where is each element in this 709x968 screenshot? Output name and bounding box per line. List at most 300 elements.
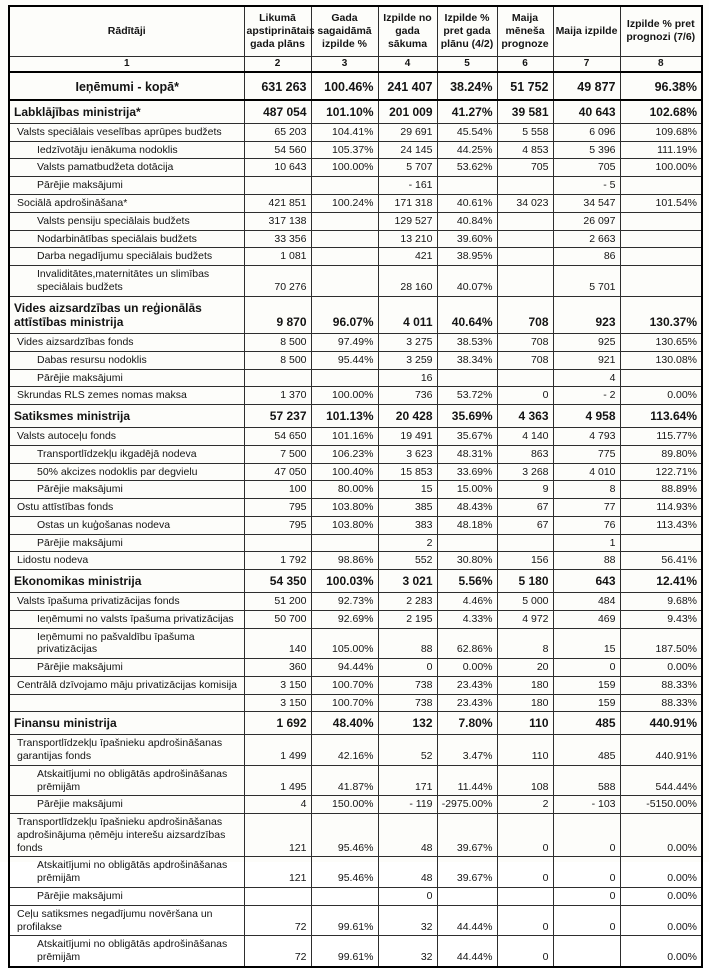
budget-table <box>8 5 703 968</box>
row-value: 111.19% <box>620 141 702 159</box>
row-value: 705 <box>497 159 553 177</box>
row-label: Iedzīvotāju ienākuma nodoklis <box>9 141 244 159</box>
row-label: Pārējie maksājumi <box>9 481 244 499</box>
row-label: Ostas un kuģošanas nodeva <box>9 516 244 534</box>
row-label: Ceļu satiksmes negadījumu novēršana un profilakse <box>9 905 244 936</box>
table-row <box>9 369 702 387</box>
row-value: 88.33% <box>620 694 702 712</box>
row-value: -2975.00% <box>437 796 497 814</box>
row-value: 24 145 <box>378 141 437 159</box>
row-value: 241 407 <box>378 72 437 100</box>
row-value <box>244 534 311 552</box>
row-value: 0 <box>497 857 553 888</box>
row-value: 4 <box>553 369 620 387</box>
row-value <box>244 369 311 387</box>
table-row <box>9 676 702 694</box>
row-value: 440.91% <box>620 712 702 735</box>
row-label: Invaliditātes,maternitātes un slimības speciālais budžets <box>9 266 244 297</box>
row-value: 113.43% <box>620 516 702 534</box>
row-value: 544.44% <box>620 765 702 796</box>
row-value: 4 793 <box>553 427 620 445</box>
row-value: 4 011 <box>378 296 437 333</box>
row-value: 0 <box>553 857 620 888</box>
row-value: 39.67% <box>437 814 497 857</box>
row-value: 38.24% <box>437 72 497 100</box>
row-value: 56.41% <box>620 552 702 570</box>
row-value: 9 870 <box>244 296 311 333</box>
row-label: Atskaitījumi no obligātās apdrošināšanas prēmijām <box>9 857 244 888</box>
row-value: 62.86% <box>437 628 497 659</box>
row-value: 51 752 <box>497 72 553 100</box>
row-value <box>244 177 311 195</box>
row-value: 4 853 <box>497 141 553 159</box>
row-value: 588 <box>553 765 620 796</box>
col-number-5: 5 <box>437 56 497 72</box>
row-value: 159 <box>553 676 620 694</box>
row-value: 76 <box>553 516 620 534</box>
row-value: 0.00% <box>620 814 702 857</box>
row-value: 3 150 <box>244 694 311 712</box>
row-value: 53.72% <box>437 387 497 405</box>
col-header-maija-prognoze: Maija mēneša prognoze <box>497 6 553 56</box>
row-value: 360 <box>244 659 311 677</box>
row-value <box>497 534 553 552</box>
row-value: 49 877 <box>553 72 620 100</box>
row-value: 92.69% <box>311 610 378 628</box>
row-value: 130.37% <box>620 296 702 333</box>
row-value: - 5 <box>553 177 620 195</box>
row-value: 99.61% <box>311 936 378 967</box>
table-row <box>9 552 702 570</box>
row-value: 705 <box>553 159 620 177</box>
row-label: Vides aizsardzības fonds <box>9 334 244 352</box>
table-row <box>9 796 702 814</box>
row-value: 41.27% <box>437 100 497 123</box>
table-row <box>9 481 702 499</box>
row-value: 6 096 <box>553 123 620 141</box>
row-value: 4 140 <box>497 427 553 445</box>
row-value: 2 <box>497 796 553 814</box>
row-value: 2 195 <box>378 610 437 628</box>
row-value: 19 491 <box>378 427 437 445</box>
row-value: 20 <box>497 659 553 677</box>
row-value: 29 691 <box>378 123 437 141</box>
row-value: 5 180 <box>497 570 553 593</box>
row-value: 101.10% <box>311 100 378 123</box>
row-value: 23.43% <box>437 676 497 694</box>
row-value <box>497 177 553 195</box>
row-value: 0.00% <box>620 659 702 677</box>
row-value: 2 283 <box>378 592 437 610</box>
row-value <box>437 177 497 195</box>
row-value: 100.40% <box>311 463 378 481</box>
row-value: 52 <box>378 735 437 766</box>
column-number-row <box>9 56 702 72</box>
row-value: 0 <box>497 905 553 936</box>
row-value: 10 643 <box>244 159 311 177</box>
table-row <box>9 888 702 906</box>
row-label: Sociālā apdrošināšana* <box>9 195 244 213</box>
row-value <box>311 248 378 266</box>
row-value <box>311 212 378 230</box>
row-value: 13 210 <box>378 230 437 248</box>
row-value: 4 010 <box>553 463 620 481</box>
row-value: 3 268 <box>497 463 553 481</box>
row-value: 2 663 <box>553 230 620 248</box>
row-value <box>244 888 311 906</box>
row-label: Atskaitījumi no obligātās apdrošināšanas prēmijām <box>9 765 244 796</box>
row-value: 11.44% <box>437 765 497 796</box>
row-value: 8 500 <box>244 351 311 369</box>
row-label: Transportlīdzekļu īpašnieku apdrošināšanas garantijas fonds <box>9 735 244 766</box>
row-value: 23.43% <box>437 694 497 712</box>
row-value: 95.44% <box>311 351 378 369</box>
row-value: 8 <box>553 481 620 499</box>
header-row <box>9 6 702 56</box>
row-value: 48.43% <box>437 499 497 517</box>
row-value: 100.03% <box>311 570 378 593</box>
row-value: 38.34% <box>437 351 497 369</box>
row-value: 48 <box>378 814 437 857</box>
row-value <box>497 212 553 230</box>
row-label: Pārējie maksājumi <box>9 796 244 814</box>
row-value: 35.67% <box>437 427 497 445</box>
row-value: 88.33% <box>620 676 702 694</box>
col-number-3: 3 <box>311 56 378 72</box>
row-value: 39 581 <box>497 100 553 123</box>
row-value: 54 350 <box>244 570 311 593</box>
row-value: 156 <box>497 552 553 570</box>
row-value: 0 <box>497 814 553 857</box>
table-row <box>9 296 702 333</box>
row-value: 106.23% <box>311 445 378 463</box>
row-value: 552 <box>378 552 437 570</box>
row-value: 863 <box>497 445 553 463</box>
row-value: 103.80% <box>311 516 378 534</box>
row-value: 129 527 <box>378 212 437 230</box>
row-value: 0.00% <box>437 659 497 677</box>
row-value: 44.44% <box>437 905 497 936</box>
row-value: 101.16% <box>311 427 378 445</box>
row-value <box>311 534 378 552</box>
row-value: 110 <box>497 735 553 766</box>
row-value: 3 150 <box>244 676 311 694</box>
col-number-6: 6 <box>497 56 553 72</box>
row-value: 5 396 <box>553 141 620 159</box>
row-value: 795 <box>244 499 311 517</box>
table-row <box>9 230 702 248</box>
row-value: 15 <box>378 481 437 499</box>
row-value <box>311 230 378 248</box>
row-value: 88.89% <box>620 481 702 499</box>
row-label: Finansu ministrija <box>9 712 244 735</box>
row-value <box>620 266 702 297</box>
row-value: 140 <box>244 628 311 659</box>
row-value: 67 <box>497 499 553 517</box>
row-value: 421 851 <box>244 195 311 213</box>
row-value: 201 009 <box>378 100 437 123</box>
table-row <box>9 516 702 534</box>
table-row <box>9 765 702 796</box>
col-header-sagaidama-izpilde: Gada sagaidāmā izpilde % <box>311 6 378 56</box>
row-value: 45.54% <box>437 123 497 141</box>
row-value: 86 <box>553 248 620 266</box>
row-value <box>311 177 378 195</box>
table-row <box>9 427 702 445</box>
row-value: 38.95% <box>437 248 497 266</box>
row-value: 4 972 <box>497 610 553 628</box>
row-value: 40.07% <box>437 266 497 297</box>
row-value: 48.40% <box>311 712 378 735</box>
row-label: Nodarbinātības speciālais budžets <box>9 230 244 248</box>
row-value: 150.00% <box>311 796 378 814</box>
row-value: 708 <box>497 296 553 333</box>
row-value: 0.00% <box>620 905 702 936</box>
table-row <box>9 463 702 481</box>
row-value: 100.24% <box>311 195 378 213</box>
row-value: 121 <box>244 814 311 857</box>
row-value: 33.69% <box>437 463 497 481</box>
row-value: 110 <box>497 712 553 735</box>
row-value: 1 692 <box>244 712 311 735</box>
col-number-7: 7 <box>553 56 620 72</box>
row-value: - 2 <box>553 387 620 405</box>
row-value <box>620 230 702 248</box>
table-row <box>9 141 702 159</box>
row-value: 5 701 <box>553 266 620 297</box>
row-value: 115.77% <box>620 427 702 445</box>
row-label: Transportlīdzekļu īpašnieku apdrošināšanas apdrošinājuma ņēmēju interešu aizsardzības fonds <box>9 814 244 857</box>
row-value: 738 <box>378 676 437 694</box>
row-value: 1 370 <box>244 387 311 405</box>
row-value: 41.87% <box>311 765 378 796</box>
row-value: 421 <box>378 248 437 266</box>
row-value: 4 <box>244 796 311 814</box>
table-row <box>9 445 702 463</box>
row-value: 51 200 <box>244 592 311 610</box>
row-value: 33 356 <box>244 230 311 248</box>
row-value: 3 021 <box>378 570 437 593</box>
row-value: 30.80% <box>437 552 497 570</box>
row-value: 0 <box>378 659 437 677</box>
table-row <box>9 499 702 517</box>
row-value: 485 <box>553 712 620 735</box>
row-value: 383 <box>378 516 437 534</box>
row-label: Valsts pamatbudžeta dotācija <box>9 159 244 177</box>
col-header-izpilde-pret-prognozi: Izpilde % pret prognozi (7/6) <box>620 6 702 56</box>
table-row <box>9 659 702 677</box>
row-value: 631 263 <box>244 72 311 100</box>
row-value: 113.64% <box>620 405 702 428</box>
col-number-1: 1 <box>9 56 244 72</box>
row-value: 159 <box>553 694 620 712</box>
row-value: 100.70% <box>311 676 378 694</box>
row-value: 40.61% <box>437 195 497 213</box>
table-row <box>9 534 702 552</box>
row-value: 89.80% <box>620 445 702 463</box>
row-label: Pārējie maksājumi <box>9 888 244 906</box>
row-value: 48 <box>378 857 437 888</box>
row-value <box>620 534 702 552</box>
row-value: 32 <box>378 905 437 936</box>
table-body <box>9 72 702 967</box>
row-value <box>311 266 378 297</box>
row-value: 92.73% <box>311 592 378 610</box>
row-value: 9.43% <box>620 610 702 628</box>
row-value: 0.00% <box>620 857 702 888</box>
row-value: 72 <box>244 905 311 936</box>
row-value: 40.64% <box>437 296 497 333</box>
row-value: 469 <box>553 610 620 628</box>
row-value: 108 <box>497 765 553 796</box>
row-label: Ieņēmumi no pašvaldību īpašuma privatizācijas <box>9 628 244 659</box>
row-value <box>497 230 553 248</box>
row-value: 0.00% <box>620 387 702 405</box>
row-value <box>437 888 497 906</box>
row-value: 5.56% <box>437 570 497 593</box>
row-value: 104.41% <box>311 123 378 141</box>
col-header-izpilde-no-gada-sakuma: Izpilde no gada sākuma <box>378 6 437 56</box>
row-value: 0 <box>497 936 553 967</box>
row-label: Pārējie maksājumi <box>9 534 244 552</box>
row-value: 100.00% <box>311 387 378 405</box>
table-row <box>9 405 702 428</box>
row-value: 4.33% <box>437 610 497 628</box>
row-label: Dabas resursu nodoklis <box>9 351 244 369</box>
row-value: 0 <box>553 814 620 857</box>
row-value: 95.46% <box>311 857 378 888</box>
row-label: Ekonomikas ministrija <box>9 570 244 593</box>
row-value: - 103 <box>553 796 620 814</box>
row-value: 88 <box>378 628 437 659</box>
row-value: 70 276 <box>244 266 311 297</box>
row-value: 180 <box>497 694 553 712</box>
row-value: 643 <box>553 570 620 593</box>
row-value: 7 500 <box>244 445 311 463</box>
row-value: 101.13% <box>311 405 378 428</box>
row-value: 3.47% <box>437 735 497 766</box>
row-value <box>553 936 620 967</box>
row-value: 122.71% <box>620 463 702 481</box>
row-label: Ieņēmumi no valsts īpašuma privatizācijas <box>9 610 244 628</box>
row-value: 39.67% <box>437 857 497 888</box>
row-value: 5 558 <box>497 123 553 141</box>
row-value: 738 <box>378 694 437 712</box>
row-value <box>620 248 702 266</box>
row-value: 0 <box>497 387 553 405</box>
row-label: Valsts īpašuma privatizācijas fonds <box>9 592 244 610</box>
row-value: 3 623 <box>378 445 437 463</box>
row-value: 35.69% <box>437 405 497 428</box>
row-value: - 161 <box>378 177 437 195</box>
row-value: 99.61% <box>311 905 378 936</box>
row-label <box>9 694 244 712</box>
table-row <box>9 712 702 735</box>
table-row <box>9 334 702 352</box>
row-value: 105.00% <box>311 628 378 659</box>
row-value: 0 <box>553 888 620 906</box>
table-row <box>9 212 702 230</box>
row-value: 101.54% <box>620 195 702 213</box>
row-value: 39.60% <box>437 230 497 248</box>
row-value: 96.38% <box>620 72 702 100</box>
row-value: 54 560 <box>244 141 311 159</box>
row-value: 40.84% <box>437 212 497 230</box>
table-row <box>9 387 702 405</box>
row-value: 132 <box>378 712 437 735</box>
row-value: 103.80% <box>311 499 378 517</box>
row-value: 0 <box>378 888 437 906</box>
col-header-izpilde-pret-planu: Izpilde % pret gada plānu (4/2) <box>437 6 497 56</box>
table-row <box>9 177 702 195</box>
row-value: 38.53% <box>437 334 497 352</box>
table-row <box>9 735 702 766</box>
row-value: 2 <box>378 534 437 552</box>
row-value: 4 363 <box>497 405 553 428</box>
row-value: 1 081 <box>244 248 311 266</box>
row-label: Centrālā dzīvojamo māju privatizācijas komisija <box>9 676 244 694</box>
row-value <box>497 369 553 387</box>
row-value: 485 <box>553 735 620 766</box>
row-label: Satiksmes ministrija <box>9 405 244 428</box>
row-value: 42.16% <box>311 735 378 766</box>
row-value: 5 707 <box>378 159 437 177</box>
row-label: Pārējie maksājumi <box>9 177 244 195</box>
row-value: 109.68% <box>620 123 702 141</box>
row-value: 77 <box>553 499 620 517</box>
row-value: - 119 <box>378 796 437 814</box>
row-value: 48.31% <box>437 445 497 463</box>
row-value: 72 <box>244 936 311 967</box>
row-value: 15 <box>553 628 620 659</box>
table-row <box>9 570 702 593</box>
table-row <box>9 266 702 297</box>
row-value: 385 <box>378 499 437 517</box>
row-value <box>311 888 378 906</box>
row-value: 4.46% <box>437 592 497 610</box>
row-value: 3 259 <box>378 351 437 369</box>
row-value: 484 <box>553 592 620 610</box>
row-value <box>437 534 497 552</box>
row-label: 50% akcizes nodoklis par degvielu <box>9 463 244 481</box>
row-value: 100 <box>244 481 311 499</box>
row-value: 1 499 <box>244 735 311 766</box>
row-value: 187.50% <box>620 628 702 659</box>
table-row <box>9 936 702 967</box>
row-value: 121 <box>244 857 311 888</box>
row-value: 4 958 <box>553 405 620 428</box>
row-value: 28 160 <box>378 266 437 297</box>
col-header-maija-izpilde: Maija izpilde <box>553 6 620 56</box>
row-value: 47 050 <box>244 463 311 481</box>
row-value: 67 <box>497 516 553 534</box>
row-value: 44.44% <box>437 936 497 967</box>
row-value: 16 <box>378 369 437 387</box>
row-value: 95.46% <box>311 814 378 857</box>
row-value: 923 <box>553 296 620 333</box>
row-value: 1 792 <box>244 552 311 570</box>
row-value: 15 853 <box>378 463 437 481</box>
row-value: 102.68% <box>620 100 702 123</box>
row-label: Valsts pensiju speciālais budžets <box>9 212 244 230</box>
row-value: 32 <box>378 936 437 967</box>
table-row <box>9 159 702 177</box>
row-value: 171 <box>378 765 437 796</box>
row-value: 708 <box>497 351 553 369</box>
row-label: Labklājības ministrija* <box>9 100 244 123</box>
row-value: 15.00% <box>437 481 497 499</box>
row-value <box>437 369 497 387</box>
